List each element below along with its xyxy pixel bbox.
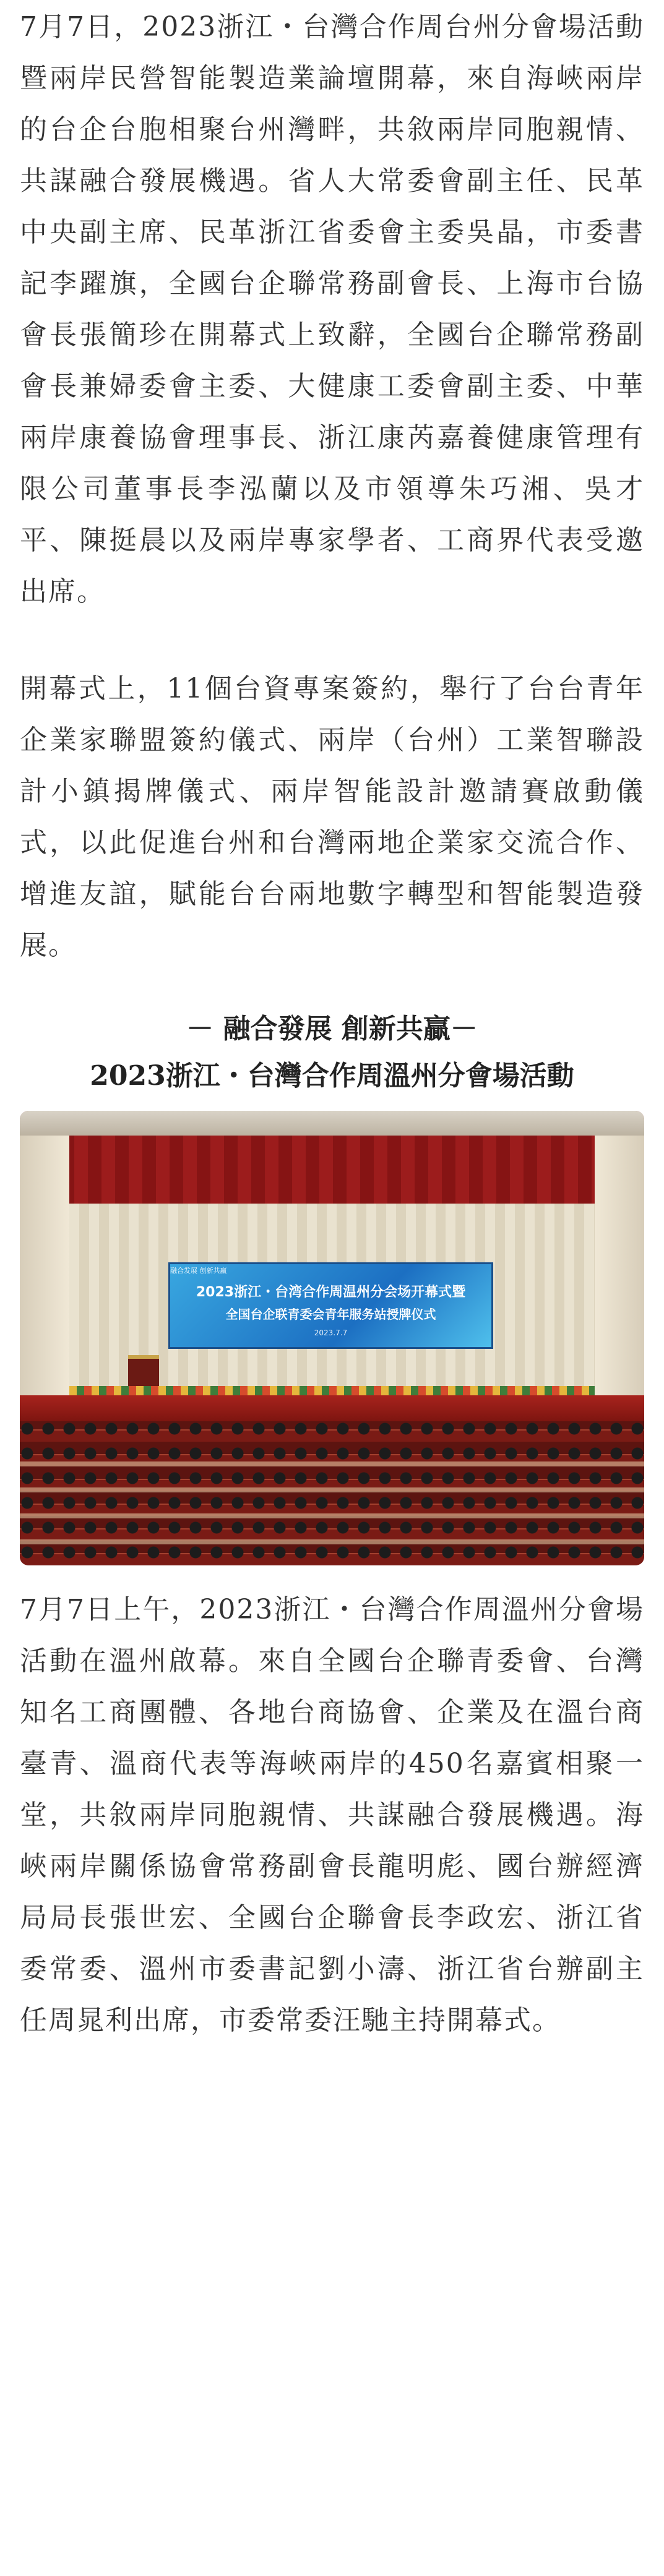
hall-wall-right — [595, 1136, 644, 1420]
conference-hall-photo — [20, 1111, 644, 1565]
stage-screen-title: 2023浙江・台湾合作周温州分会场开幕式暨 — [196, 1285, 466, 1300]
red-curtain-valance — [20, 1136, 644, 1204]
audience-tables — [20, 1445, 644, 1565]
article-paragraph-wenzhou-opening: 7月7日上午，2023浙江・台灣合作周溫州分會場活動在溫州啟幕。來自全國台企聯青委會、台灣知名工商團體、各地台商協會、企業及在溫台商臺青、溫商代表等海峽兩岸的450名嘉賓相聚一堂，共敘兩岸同胞親情、共謀融合發展機遇。海峽兩岸關係協會常務副會長龍明彪、國台辦經濟局局長張世宏、全國台企聯會長李政宏、浙江省委常委、溫州市委書記劉小濤、浙江省台辦副主任周晁利出席，市委常委汪馳主持開幕式。 — [20, 1594, 644, 2036]
section-heading: － 融合發展 創新共贏－ — [186, 1013, 478, 1045]
stage-screen-subtitle: 全国台企联青委会青年服务站授牌仪式 — [225, 1307, 436, 1322]
article-paragraph-signing-ceremony: 開幕式上，11個台資專案簽約，舉行了台台青年企業家聯盟簽約儀式、兩岸（台州）工業智聯設計小鎮揭牌儀式、兩岸智能設計邀請賽啟動儀式，以此促進台州和台灣兩地企業家交流合作、增進友誼，賦能台台兩地數字轉型和智能製造發展。 — [20, 673, 644, 961]
section-heading-block — [20, 1008, 644, 1097]
hall-wall-left — [20, 1136, 69, 1420]
stage-screen-date: 2023.7.7 — [314, 1329, 348, 1337]
article-paragraph-taizhou-opening: 7月7日，2023浙江・台灣合作周台州分會場活動暨兩岸民營智能製造業論壇開幕，來自海峽兩岸的台企台胞相聚台州灣畔，共敘兩岸同胞親情、共謀融合發展機遇。省人大常委會副主任、民革中央副主席、民革浙江省委會主委吳晶，市委書記李躍旗，全國台企聯常務副會長、上海市台協會長張簡珍在開幕式上致辭，全國台企聯常務副會長兼婦委會主委、大健康工委會副主委、中華兩岸康養協會理事長、浙江康芮嘉養健康管理有限公司董事長李泓蘭以及市領導朱巧湘、吳才平、陳挺晨以及兩岸專家學者、工商界代表受邀出席。 — [20, 11, 644, 607]
stage-screen — [168, 1262, 493, 1349]
section-subheading: 2023浙江・台灣合作周溫州分會場活動 — [90, 1060, 574, 1092]
stage-front — [20, 1395, 644, 1421]
hall-ceiling — [20, 1111, 644, 1136]
stage-screen-badge: 融合发展 创新共赢 — [170, 1267, 227, 1275]
